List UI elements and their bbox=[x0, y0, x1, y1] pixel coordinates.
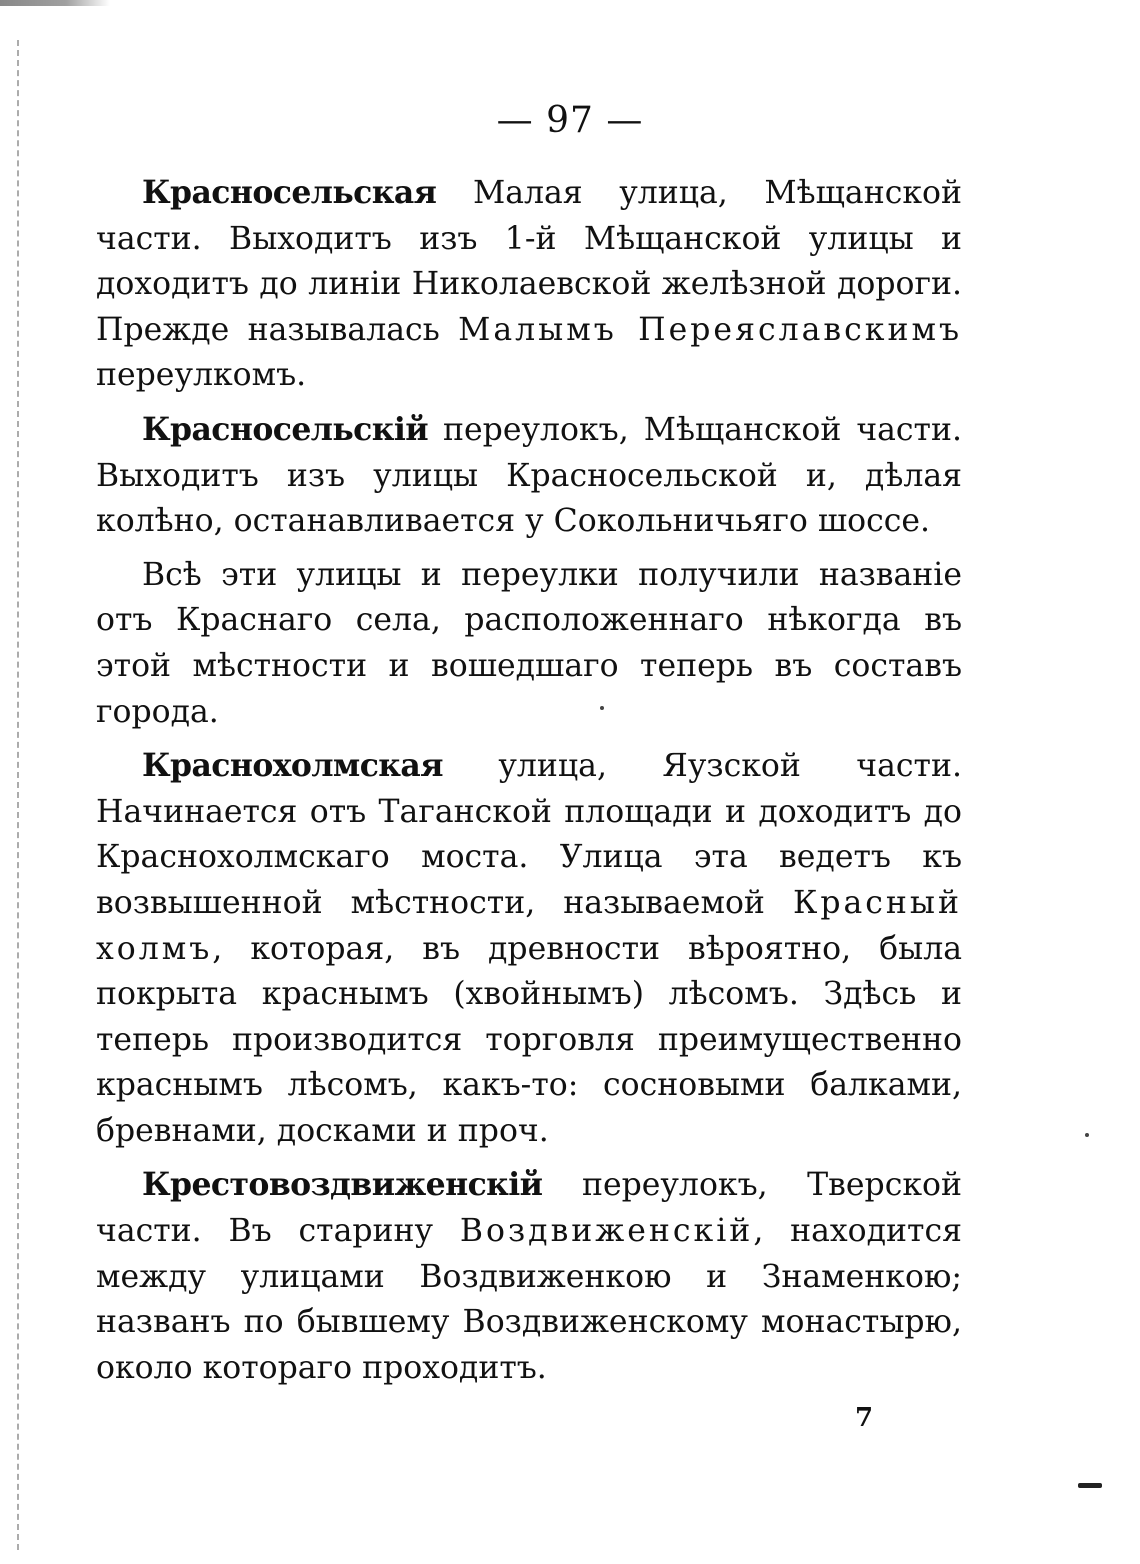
entry-spaced-text: Малымъ Переяславскимъ bbox=[458, 311, 962, 348]
entry-text: Малая улица, Мѣщанской части. Выходитъ изъ 1-й Мѣщанской улицы и доходитъ до линіи Николаевской желѣзной дороги. Прежде называлась bbox=[96, 175, 962, 348]
speck-dot bbox=[1085, 1133, 1089, 1137]
entry-text-after: переулкомъ. bbox=[96, 357, 307, 394]
entry-headword: Крестовоздвиженскій bbox=[142, 1166, 543, 1204]
entry-headword: Краснохолмская bbox=[142, 747, 443, 785]
entry-paragraph bbox=[96, 407, 962, 545]
binding-edge-line bbox=[17, 40, 19, 1550]
entry-headword: Красносельскій bbox=[142, 410, 429, 448]
entry-text: Всѣ эти улицы и переулки получили названіе отъ Краснаго села, расположеннаго нѣкогда въ этой мѣстности и вошедшаго теперь въ составъ города. bbox=[96, 556, 962, 730]
entry-spaced-text: Воздвиженскій bbox=[459, 1213, 754, 1250]
scan-corner-mark bbox=[0, 0, 110, 6]
entry-text: улица, Яузской части. Начинается отъ Таганской площади и доходитъ до Краснохолмскаго моста. Улица эта ведетъ къ возвышенной мѣстности, называемой bbox=[96, 748, 962, 921]
entry-paragraph bbox=[96, 743, 962, 1154]
note-paragraph bbox=[96, 553, 962, 735]
entry-paragraph bbox=[96, 1162, 962, 1391]
entry-text: переулокъ, Тверской части. Въ старину bbox=[96, 1167, 962, 1250]
page-number-header: — 97 — bbox=[496, 100, 644, 141]
entry-text: переулокъ, Мѣщанской части. Выходитъ изъ улицы Красносельской и, дѣлая колѣно, останавливается у Сокольничьяго шоссе. bbox=[96, 411, 962, 540]
signature-mark: 7 bbox=[855, 1403, 874, 1433]
entry-text-after: , находится между улицами Воздвиженкою и Знаменкою; названъ по бывшему Воздвиженскому монастырю, около котораго проходитъ. bbox=[96, 1213, 962, 1386]
entry-headword: Красносельская bbox=[142, 174, 437, 211]
entry-paragraph bbox=[96, 170, 962, 399]
scan-dash-mark bbox=[1078, 1483, 1102, 1488]
entry-text-after: , которая, въ древности вѣроятно, была покрыта краснымъ (хвойнымъ) лѣсомъ. Здѣсь и теперь производится торговля преимущественно краснымъ лѣсомъ, какъ-то: сосновыми балками, бревнами, досками и проч. bbox=[96, 930, 962, 1149]
entries-body bbox=[96, 170, 962, 1399]
entry-spaced-text: Красный холмъ bbox=[96, 884, 962, 967]
